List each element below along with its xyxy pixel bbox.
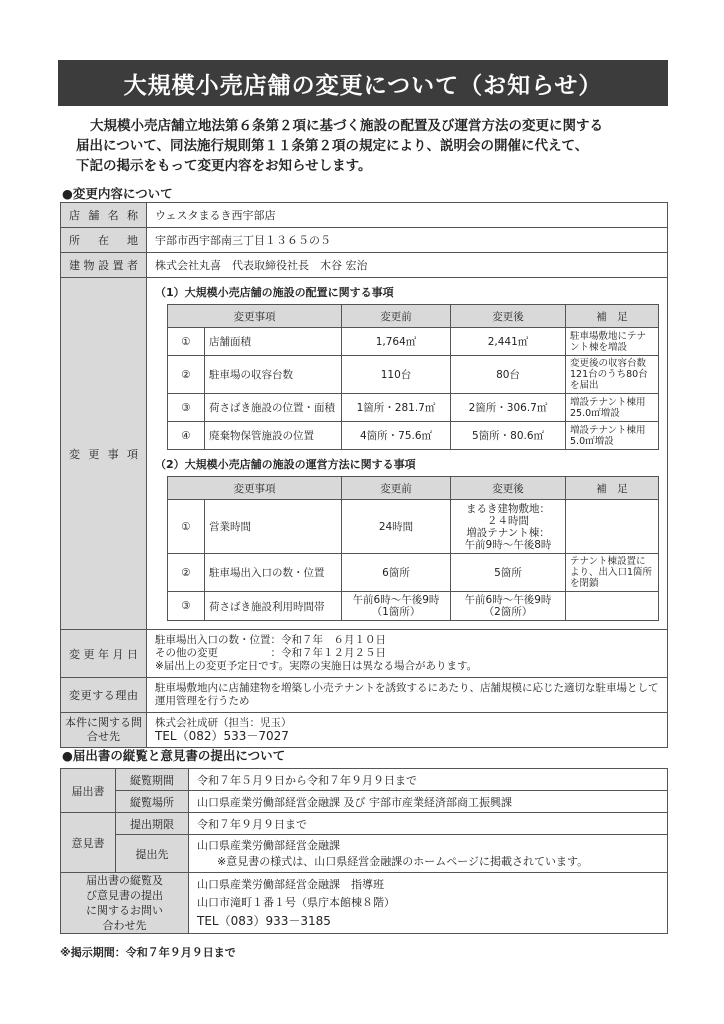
date-line: その他の変更 ：令和７年１２月２５日 — [155, 647, 386, 659]
row-number: ② — [168, 554, 205, 592]
contact-name: 株式会社成研（担当：児玉） — [155, 717, 292, 729]
table-row — [168, 394, 659, 422]
row-before: 1箇所・281.7㎡ — [342, 394, 451, 422]
col-header: 変更前 — [342, 305, 451, 328]
place-label: 縦覧場所 — [116, 791, 189, 813]
table-row — [168, 328, 659, 356]
inquiry-address: 山口市滝町１番１号（県庁本館棟８階） — [197, 896, 395, 909]
col-header: 変更前 — [342, 477, 451, 500]
col-header: 変更後 — [451, 477, 566, 500]
row-note: テナント棟設置により、出入口1箇所を閉鎖 — [566, 554, 659, 592]
deadline-value: 令和７年９月９日まで — [189, 813, 668, 835]
intro-text — [76, 116, 656, 176]
row-number: ③ — [168, 394, 205, 422]
table-row — [168, 500, 659, 554]
col-header: 変更事項 — [168, 305, 342, 328]
date-line: 駐車場出入口の数・位置：令和７年 ６月１０日 — [155, 634, 386, 646]
reason-label: 変更する理由 — [61, 678, 147, 713]
row-before: 午前6時～午後9時 （1箇所） — [342, 592, 451, 621]
col-header: 変更後 — [451, 305, 566, 328]
row-item: 荷さばき施設利用時間帯 — [205, 592, 342, 621]
row-note — [566, 500, 659, 554]
submit-value — [189, 835, 668, 873]
row-after: 2,441㎡ — [451, 328, 566, 356]
table-row — [168, 356, 659, 394]
table-row — [168, 554, 659, 592]
row-number: ④ — [168, 422, 205, 450]
row-number: ② — [168, 356, 205, 394]
row-after: 5箇所 — [451, 554, 566, 592]
col-header: 補 足 — [566, 305, 659, 328]
submit-note: ※意見書の様式は、山口県経営金融課のホームページに掲載されています。 — [217, 854, 589, 868]
deadline-label: 提出期限 — [116, 813, 189, 835]
review-table — [60, 768, 668, 934]
date-label: 変更年月日 — [61, 630, 147, 678]
location-value: 宇部市西宇部南三丁目１３６５の５ — [147, 228, 668, 253]
inquiry-label: 届出書の縦覧及び意見書の提出に関するお問い合わせ先 — [61, 873, 189, 934]
row-item: 営業時間 — [205, 500, 342, 554]
part2-heading: （2）大規模小売店舗の施設の運営方法に関する事項 — [155, 458, 416, 471]
posting-period: ※掲示期間：令和７年９月９日まで — [60, 946, 236, 959]
inquiry-value — [189, 873, 668, 934]
place-value: 山口県産業労働部経営金融課 及び 宇部市産業経済部商工振興課 — [189, 791, 668, 813]
period-label: 縦覧期間 — [116, 769, 189, 791]
row-item: 駐車場の収容台数 — [205, 356, 342, 394]
contact-tel: TEL（082）533－7027 — [155, 729, 289, 743]
page-title: 大規模小売店舗の変更について（お知らせ） — [58, 60, 668, 106]
inquiry-org: 山口県産業労働部経営金融課 指導班 — [197, 878, 384, 891]
intro-line: 届出について、同法施行規則第１１条第２項の規定により、説明会の開催に代えて、 — [76, 138, 589, 154]
row-after: 80台 — [451, 356, 566, 394]
submit-to: 山口県産業労働部経営金融課 — [197, 838, 340, 852]
row-item: 駐車場出入口の数・位置 — [205, 554, 342, 592]
row-before: 1,764㎡ — [342, 328, 451, 356]
row-item: 店舗面積 — [205, 328, 342, 356]
row-after: 午前6時～午後9時 （2箇所） — [451, 592, 566, 621]
submit-label: 提出先 — [116, 835, 189, 873]
intro-line: 下記の掲示をもって変更内容をお知らせします。 — [76, 158, 372, 174]
date-value — [147, 630, 668, 678]
row-note: 増設テナント棟用25.0㎡増設 — [566, 394, 659, 422]
store-name-label: 店舗名称 — [61, 203, 147, 228]
part1-heading: （1）大規模小売店舗の施設の配置に関する事項 — [155, 286, 394, 299]
row-after: 2箇所・306.7㎡ — [451, 394, 566, 422]
row-before: 110台 — [342, 356, 451, 394]
builder-value: 株式会社丸喜 代表取締役社長 木谷 宏治 — [147, 253, 668, 278]
row-item: 廃棄物保管施設の位置 — [205, 422, 342, 450]
location-label: 所在地 — [61, 228, 147, 253]
layout-changes-table — [167, 304, 659, 450]
date-line: ※届出上の変更予定日です。実際の実施日は異なる場合があります。 — [155, 660, 478, 672]
row-note: 変更後の収容台数121台のうち80台を届出 — [566, 356, 659, 394]
todokede-label: 届出書 — [61, 769, 116, 813]
row-after: まるき建物敷地： ２４時間 増設テナント棟： 午前9時～午後8時 — [451, 500, 566, 554]
section-heading-changes: ●変更内容について — [62, 186, 173, 201]
row-before: 4箇所・75.6㎡ — [342, 422, 451, 450]
store-name-value: ウェスタまるき西宇部店 — [147, 203, 668, 228]
row-before: 24時間 — [342, 500, 451, 554]
inquiry-tel: TEL（083）933－3185 — [197, 914, 331, 928]
row-before: 6箇所 — [342, 554, 451, 592]
row-note — [566, 592, 659, 621]
row-note: 駐車場敷地にテナント棟を増設 — [566, 328, 659, 356]
changes-label: 変更事項 — [61, 278, 147, 630]
col-header: 補 足 — [566, 477, 659, 500]
changes-content — [147, 278, 668, 630]
changes-table — [60, 202, 668, 748]
col-header: 変更事項 — [168, 477, 342, 500]
row-number: ① — [168, 500, 205, 554]
row-item: 荷さばき施設の位置・面積 — [205, 394, 342, 422]
contact-label: 本件に関する問合せ先 — [61, 713, 147, 748]
period-value: 令和７年５月９日から令和７年９月９日まで — [189, 769, 668, 791]
row-after: 5箇所・80.6㎡ — [451, 422, 566, 450]
operation-changes-table — [167, 476, 659, 621]
intro-line: 大規模小売店舗立地法第６条第２項に基づく施設の配置及び運営方法の変更に関する — [90, 118, 603, 134]
row-note: 増設テナント棟用5.0㎡増設 — [566, 422, 659, 450]
contact-value — [147, 713, 668, 748]
row-number: ① — [168, 328, 205, 356]
table-row — [168, 592, 659, 621]
table-row — [168, 422, 659, 450]
row-number: ③ — [168, 592, 205, 621]
section-heading-review: ●届出書の縦覧と意見書の提出について — [62, 748, 286, 763]
reason-value: 駐車場敷地内に店舗建物を増築し小売テナントを誘致するにあたり、店舗規模に応じた適切な駐車場として運用管理を行うため — [147, 678, 668, 713]
builder-label: 建物設置者 — [61, 253, 147, 278]
iken-label: 意見書 — [61, 813, 116, 873]
